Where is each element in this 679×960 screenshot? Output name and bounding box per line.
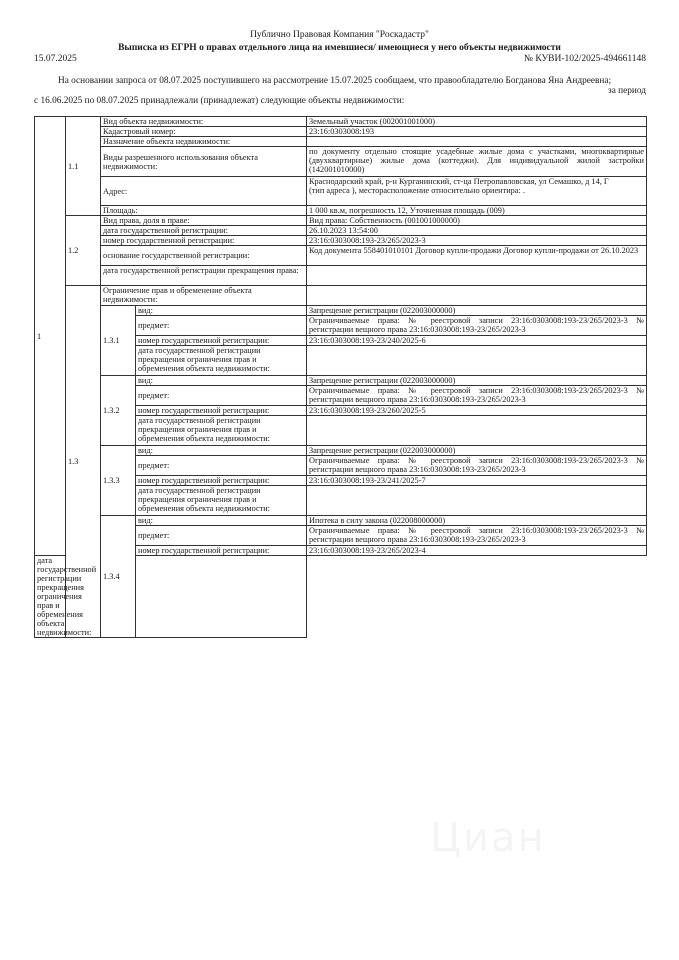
field-label: номер государственной регистрации: [136, 546, 307, 556]
intro-line-3: с 16.06.2025 по 08.07.2025 принадлежали (принадлежат) следующие объекты недвижимости: [34, 96, 405, 106]
field-label: Площадь: [101, 206, 307, 216]
field-value [307, 486, 647, 516]
field-value: 23:16:0303008:193-23/240/2025-6 [307, 336, 647, 346]
table-row [35, 246, 647, 266]
table-row [35, 286, 647, 306]
field-label: номер государственной регистрации: [136, 406, 307, 416]
egrn-table [34, 116, 647, 638]
field-value [307, 177, 647, 206]
field-value: Запрещение регистрации (022003000000) [307, 376, 647, 386]
field-value: 23:16:0303008:193-23/265/2023-3 [307, 236, 647, 246]
field-value: Ограничиваемые права: № реестровой записи 23:16:0303008:193-23/265/2023-3 № регистрации вещного права 23:16:0303008:193-23/265/2023-3 [307, 316, 647, 336]
field-value: Ограничиваемые права: № реестровой записи 23:16:0303008:193-23/265/2023-3 № регистрации вещного права 23:16:0303008:193-23/265/2023-3 [307, 456, 647, 476]
table-row [35, 137, 647, 147]
section-title: Ограничение прав и обременение объекта недвижимости: [101, 286, 307, 306]
table-row [35, 266, 647, 286]
field-label: Назначение объекта недвижимости: [101, 137, 307, 147]
field-label: дата государственной регистрации прекращения права: [101, 266, 307, 286]
field-value: Запрещение регистрации (022003000000) [307, 306, 647, 316]
field-label: дата государственной регистрации прекращения ограничения прав и обременения объекта недвижимости: [136, 416, 307, 446]
field-value [307, 137, 647, 147]
row-index: 1.2 [66, 216, 101, 286]
table-row [35, 206, 647, 216]
field-value: Ограничиваемые права: № реестровой записи 23:16:0303008:193-23/265/2023-3 № регистрации вещного права 23:16:0303008:193-23/265/2023-3 [307, 386, 647, 406]
field-label: Вид права, доля в праве: [101, 216, 307, 226]
table-row [35, 516, 647, 526]
address-line: Краснодарский край, р-н Курганинский, ст-ца Петропавловская, ул Семашко, д 14, Г [309, 177, 609, 186]
row-index: 1.1 [66, 117, 101, 216]
field-value: Ограничиваемые права: № реестровой записи 23:16:0303008:193-23/265/2023-3 № регистрации вещного права 23:16:0303008:193-23/265/2023-3 [307, 526, 647, 546]
row-index: 1.3.1 [101, 306, 136, 376]
table-row [35, 376, 647, 386]
table-row [35, 117, 647, 127]
field-label: вид: [136, 376, 307, 386]
field-label: основание государственной регистрации: [101, 246, 307, 266]
table-row [35, 177, 647, 206]
field-label: дата государственной регистрации прекращения ограничения прав и обременения объекта недвижимости: [136, 486, 307, 516]
field-label: дата государственной регистрации прекращения ограничения прав и обременения объекта недвижимости: [136, 346, 307, 376]
field-value: по документу отдельно стоящие усадебные жилые дома с участками, многоквартирные (двухквартирные) жилые дома (коттеджи). Для индивидуальной жилой застройки (142001010000) [307, 147, 647, 177]
field-value [307, 346, 647, 376]
field-label: Адрес: [101, 177, 307, 206]
field-label: номер государственной регистрации: [136, 476, 307, 486]
cian-watermark [430, 815, 546, 861]
field-label: номер государственной регистрации: [101, 236, 307, 246]
table-row [35, 226, 647, 236]
field-label: предмет: [136, 526, 307, 546]
field-value [307, 416, 647, 446]
field-value: 26.10.2023 13:54:00 [307, 226, 647, 236]
table-row [35, 147, 647, 177]
field-label: предмет: [136, 316, 307, 336]
field-label: Вид объекта недвижимости: [101, 117, 307, 127]
field-value [307, 266, 647, 286]
field-value: Код документа 558401010101 Договор купли-продажи Договор купли-продажи от 26.10.2023 [307, 246, 647, 266]
field-label: вид: [136, 446, 307, 456]
field-label: вид: [136, 306, 307, 316]
row-index: 1.3.2 [101, 376, 136, 446]
field-label: предмет: [136, 386, 307, 406]
table-row [35, 306, 647, 316]
intro-line-1: На основании запроса от 08.07.2025 поступившего на рассмотрение 15.07.2025 сообщаем, что правообладателю Богданова Яна Андреевна; [58, 76, 612, 86]
field-value [307, 286, 647, 306]
field-value: 1 000 кв.м, погрешность 12, Уточненная площадь (009) [307, 206, 647, 216]
row-index: 1.3.4 [101, 516, 136, 638]
table-row [35, 236, 647, 246]
table-row [35, 446, 647, 456]
field-value: Вид права: Собственность (001001000000) [307, 216, 647, 226]
field-value: 23:16:0303008:193-23/260/2025-5 [307, 406, 647, 416]
document-number: № КУВИ-102/2025-494661148 [523, 54, 646, 64]
field-label: Виды разрешенного использования объекта недвижимости: [101, 147, 307, 177]
intro-line-2: за период [608, 86, 646, 96]
field-value: 23:16:0303008:193 [307, 127, 647, 137]
organization-name: Публично Правовая Компания "Роскадастр" [250, 30, 429, 40]
document-title: Выписка из ЕГРН о правах отдельного лица на имевшиеся/ имеющиеся у него объекты недвижимости [118, 43, 561, 53]
table-row [35, 216, 647, 226]
field-value: Земельный участок (002001001000) [307, 117, 647, 127]
row-index: 1.3.3 [101, 446, 136, 516]
field-value: Ипотека в силу закона (022008000000) [307, 516, 647, 526]
row-index: 1.3 [66, 286, 101, 638]
field-value: 23:16:0303008:193-23/241/2025-7 [307, 476, 647, 486]
field-value [136, 556, 307, 638]
address-line: (тип адреса ), месторасположение относительно ориентира: . [309, 186, 525, 195]
field-label: вид: [136, 516, 307, 526]
field-label: номер государственной регистрации: [136, 336, 307, 346]
row-index: 1 [35, 117, 66, 556]
field-value: Запрещение регистрации (022003000000) [307, 446, 647, 456]
field-label: Кадастровый номер: [101, 127, 307, 137]
document-date: 15.07.2025 [34, 54, 77, 64]
field-label: предмет: [136, 456, 307, 476]
field-value: 23:16:0303008:193-23/265/2023-4 [307, 546, 647, 556]
table-row [35, 127, 647, 137]
field-label: дата государственной регистрации: [101, 226, 307, 236]
field-label: дата государственной регистрации прекращения ограничения прав и обременения объекта недвижимости: [35, 556, 66, 638]
